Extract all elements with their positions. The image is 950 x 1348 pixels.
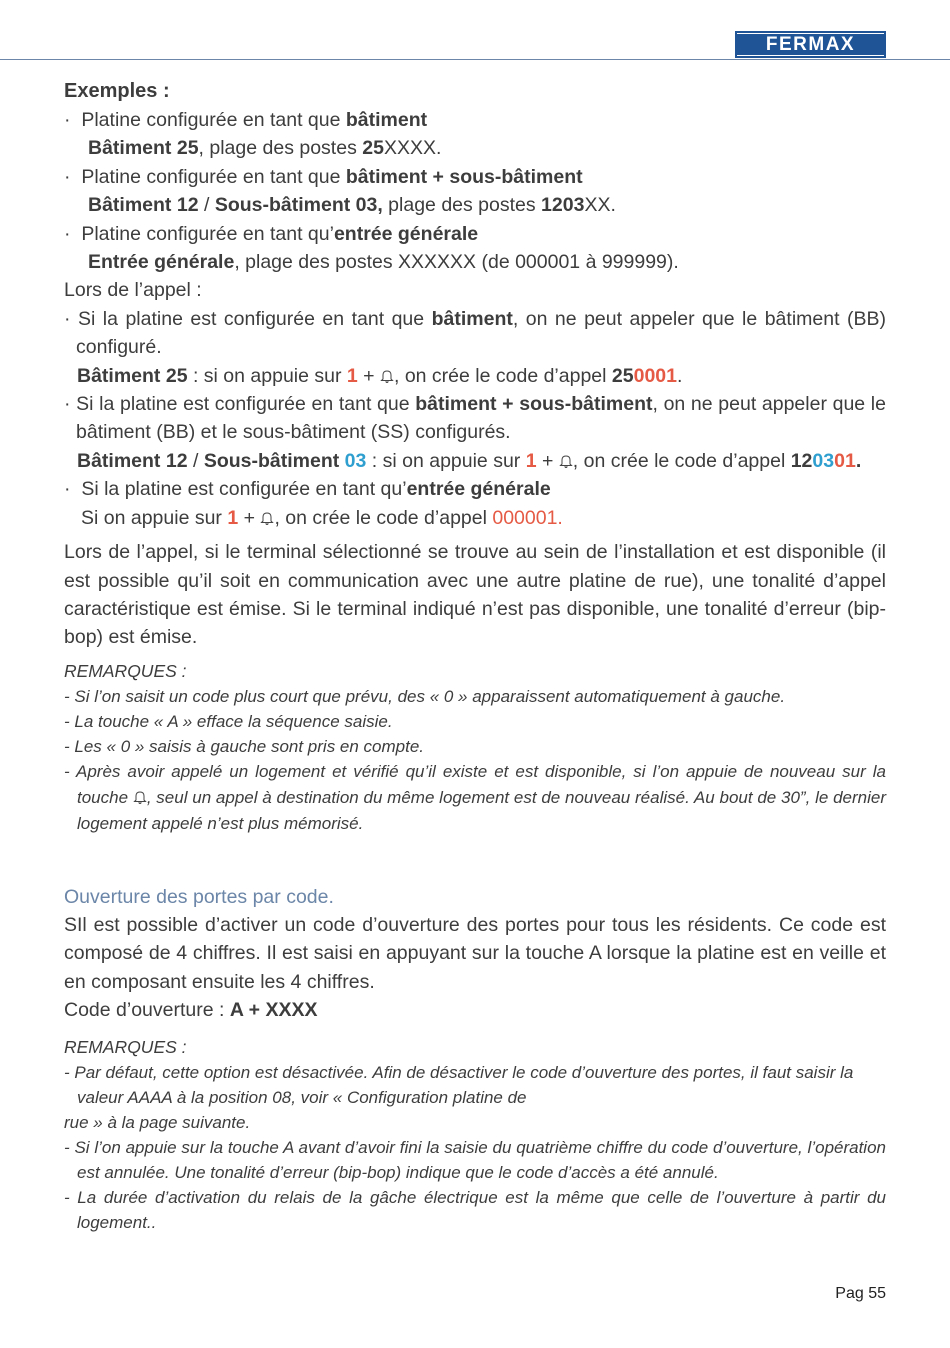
call-case-3: · Si la platine est configurée en tant qu’entrée générale xyxy=(64,478,551,501)
bell-icon xyxy=(559,454,573,468)
example-item-3: · Platine configurée en tant qu’entrée générale xyxy=(64,222,479,245)
fermax-logo: FERMAX xyxy=(735,31,886,58)
examples-heading: Exemples : xyxy=(64,80,170,102)
call-case-1-example: Bâtiment 25 : si on appuie sur 1 + , on crée le code d’appel 250001. xyxy=(77,364,683,387)
call-case-2-example: Bâtiment 12 / Sous-bâtiment 03 : si on appuie sur 1 + , on crée le code d’appel 120301. xyxy=(77,449,862,472)
header-divider xyxy=(0,59,950,60)
example-item-1-detail: Bâtiment 25, plage des postes 25XXXX. xyxy=(88,137,442,160)
section-title: Ouverture des portes par code. xyxy=(64,885,334,908)
call-case-1: · Si la platine est configurée en tant que bâtiment, on ne peut appeler que le bâtiment (BB) configuré. xyxy=(64,307,886,359)
page-number: Pag 55 xyxy=(835,1285,886,1302)
door-code-section xyxy=(64,883,886,1025)
door-code-line: Code d’ouverture : A + XXXX xyxy=(64,998,318,1021)
call-case-2: · Si la platine est configurée en tant que bâtiment + sous-bâtiment, on ne peut appeler que le bâtiment (BB) et le sous-bâtiment (SS) configurés. xyxy=(64,393,886,444)
page-content xyxy=(64,76,886,1235)
bell-icon xyxy=(380,369,394,383)
bell-icon xyxy=(133,790,147,804)
remark-item: - Après avoir appelé un logement et vérifié qu’il existe et est disponible, si l’on appuie de nouveau sur la touche , seul un appel à destination du même logement est de nouveau réalisé. Au bout de 30”, le dernier logement appelé n’est plus mémorisé. xyxy=(64,761,887,833)
remark-item: - Si l’on saisit un code plus court que prévu, des « 0 » apparaissent automatiquement à gauche. xyxy=(64,686,786,706)
door-code-body: SIl est possible d’activer un code d’ouverture des portes pour tous les résidents. Ce code est composé de 4 chiffres. Il est saisi en appuyant sur la touche A lorsque la platine est en veille et en composant ensuite les 4 chiffres. xyxy=(64,913,886,993)
remark-item-continued: rue » à la page suivante. xyxy=(64,1113,251,1133)
remark-item: - La durée d’activation du relais de la gâche électrique est la même que celle de l’ouverture à partir du logement.. xyxy=(64,1188,886,1233)
remarks-title: REMARQUES : xyxy=(64,660,187,681)
call-case-3-example: Si on appuie sur 1 + , on crée le code d’appel 000001. xyxy=(81,506,563,529)
remark-item: - Les « 0 » saisis à gauche sont pris en compte. xyxy=(64,736,425,756)
remark-item: - La touche « A » efface la séquence saisie. xyxy=(64,711,393,731)
remarks-block-2 xyxy=(64,1034,886,1235)
example-item-3-detail: Entrée générale, plage des postes XXXXXX (de 000001 à 999999). xyxy=(88,251,679,274)
example-item-2: · Platine configurée en tant que bâtiment + sous-bâtiment xyxy=(64,165,583,188)
example-item-1: · Platine configurée en tant que bâtiment xyxy=(64,109,428,131)
bell-icon xyxy=(260,511,274,525)
remarks-block-1 xyxy=(64,658,886,837)
call-paragraph: Lors de l’appel, si le terminal sélectionné se trouve au sein de l’installation et est disponible (il est possible qu’il soit en communication avec une autre platine de rue), une tonalité d’appel caractéristique est émise. Si le terminal indiqué n’est pas disponible, une tonalité d’erreur (bip-bop) est émise. xyxy=(64,541,886,649)
remarks-title: REMARQUES : xyxy=(64,1037,187,1058)
example-item-2-detail: Bâtiment 12 / Sous-bâtiment 03, plage des postes 1203XX. xyxy=(88,194,616,217)
remark-item: - Par défaut, cette option est désactivée. Afin de désactiver le code d’ouverture des portes, il faut saisir la valeur AAAA à la position 08, voir « Configuration platine de xyxy=(64,1063,854,1108)
call-intro: Lors de l’appel : xyxy=(64,279,202,302)
remark-item: - Si l’on appuie sur la touche A avant d’avoir fini la saisie du quatrième chiffre du code d’ouverture, l’opération est annulée. Une tonalité d’erreur (bip-bop) indique que le code d’accès a été annulé. xyxy=(64,1138,886,1183)
